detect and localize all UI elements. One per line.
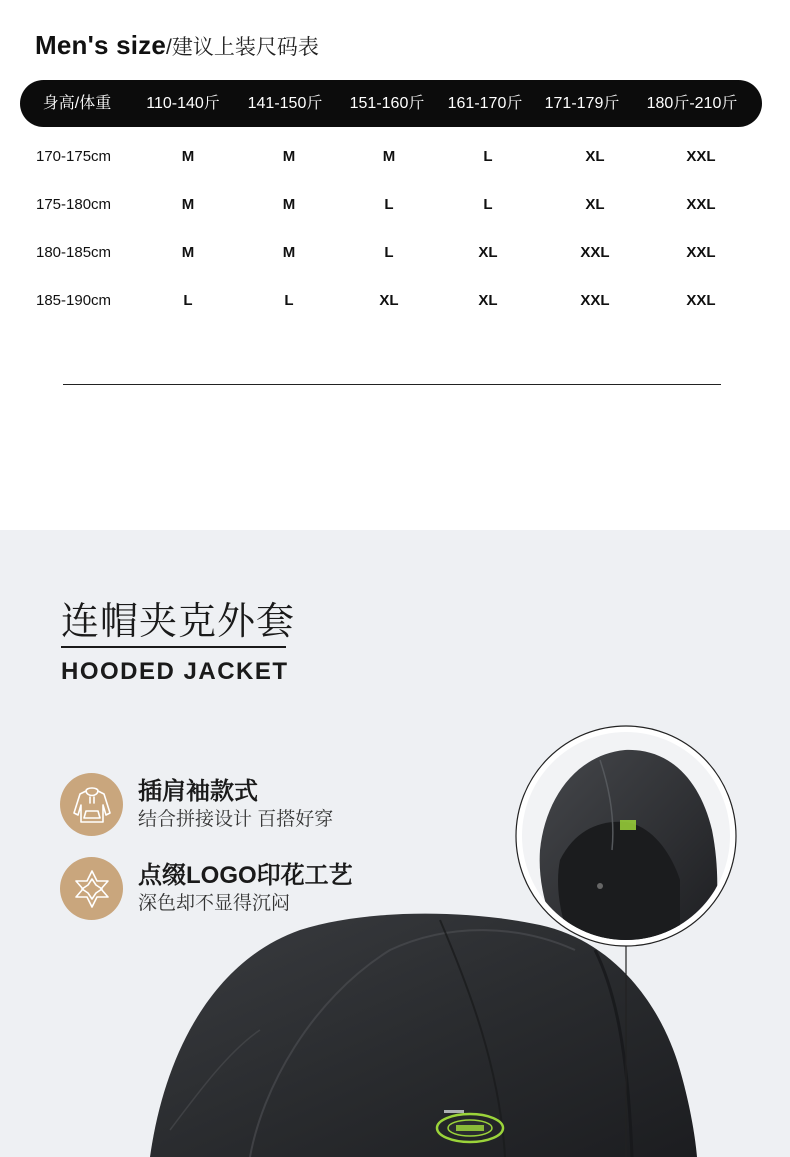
- table-row: [0, 142, 790, 172]
- size-cell: L: [284, 292, 294, 309]
- size-cell: L: [384, 196, 394, 213]
- row-height: 185-190cm: [36, 292, 112, 309]
- feature-item: [60, 857, 353, 920]
- feature-desc: 深色却不显得沉闷: [138, 892, 291, 914]
- row-height: 180-185cm: [36, 244, 112, 261]
- size-cell: XL: [585, 148, 605, 165]
- size-cell: L: [483, 196, 493, 213]
- size-cell: XXL: [580, 244, 610, 261]
- feature-title: 插肩袖款式: [138, 777, 258, 805]
- zoom-detail-circle: [516, 726, 736, 946]
- size-cell: XXL: [686, 148, 716, 165]
- table-row: [0, 190, 790, 220]
- table-row: [0, 286, 790, 316]
- row-height: 170-175cm: [36, 148, 112, 165]
- size-cell: L: [384, 244, 394, 261]
- size-cell: M: [282, 148, 296, 165]
- header-height-weight: 身高/体重: [42, 95, 112, 112]
- size-cell: XXL: [686, 292, 716, 309]
- size-chart-section: [0, 0, 790, 530]
- size-cell: M: [181, 196, 195, 213]
- product-title-en: HOODED JACKET: [61, 658, 289, 685]
- size-cell: XL: [478, 292, 498, 309]
- size-cell: L: [183, 292, 193, 309]
- jacket-hood: [150, 914, 697, 1157]
- size-chart-title-en: Men's size: [35, 30, 167, 60]
- feature-item: [60, 773, 333, 836]
- feature-title: 点缀LOGO印花工艺: [138, 861, 353, 889]
- size-cell: XL: [585, 196, 605, 213]
- product-detail-section: [0, 530, 790, 1157]
- feature-desc: 结合拼接设计 百搭好穿: [138, 808, 334, 830]
- section-divider: [63, 384, 721, 385]
- header-weight-range: 180斤-210斤: [646, 95, 738, 112]
- table-row: [0, 238, 790, 268]
- size-cell: XXL: [580, 292, 610, 309]
- size-cell: M: [181, 148, 195, 165]
- size-cell: M: [382, 148, 396, 165]
- header-weight-range: 110-140斤: [146, 95, 220, 112]
- size-cell: XXL: [686, 196, 716, 213]
- header-weight-range: 161-170斤: [447, 95, 523, 112]
- size-cell: XL: [379, 292, 399, 309]
- size-cell: XXL: [686, 244, 716, 261]
- size-chart-title: [35, 30, 319, 61]
- star-badge-icon: [60, 857, 123, 920]
- size-chart-header: [20, 80, 762, 127]
- header-weight-range: 141-150斤: [247, 95, 323, 112]
- header-weight-range: 151-160斤: [349, 95, 425, 112]
- size-cell: L: [483, 148, 493, 165]
- title-underline: [61, 646, 286, 648]
- row-height: 175-180cm: [36, 196, 112, 213]
- size-cell: M: [282, 244, 296, 261]
- product-title-cn: 连帽夹克外套: [61, 601, 296, 643]
- hoodie-icon: [60, 773, 123, 836]
- header-weight-range: 171-179斤: [544, 95, 620, 112]
- size-cell: XL: [478, 244, 498, 261]
- size-cell: M: [181, 244, 195, 261]
- size-cell: M: [282, 196, 296, 213]
- size-chart-title-cn: /建议上装尺码表: [166, 36, 319, 59]
